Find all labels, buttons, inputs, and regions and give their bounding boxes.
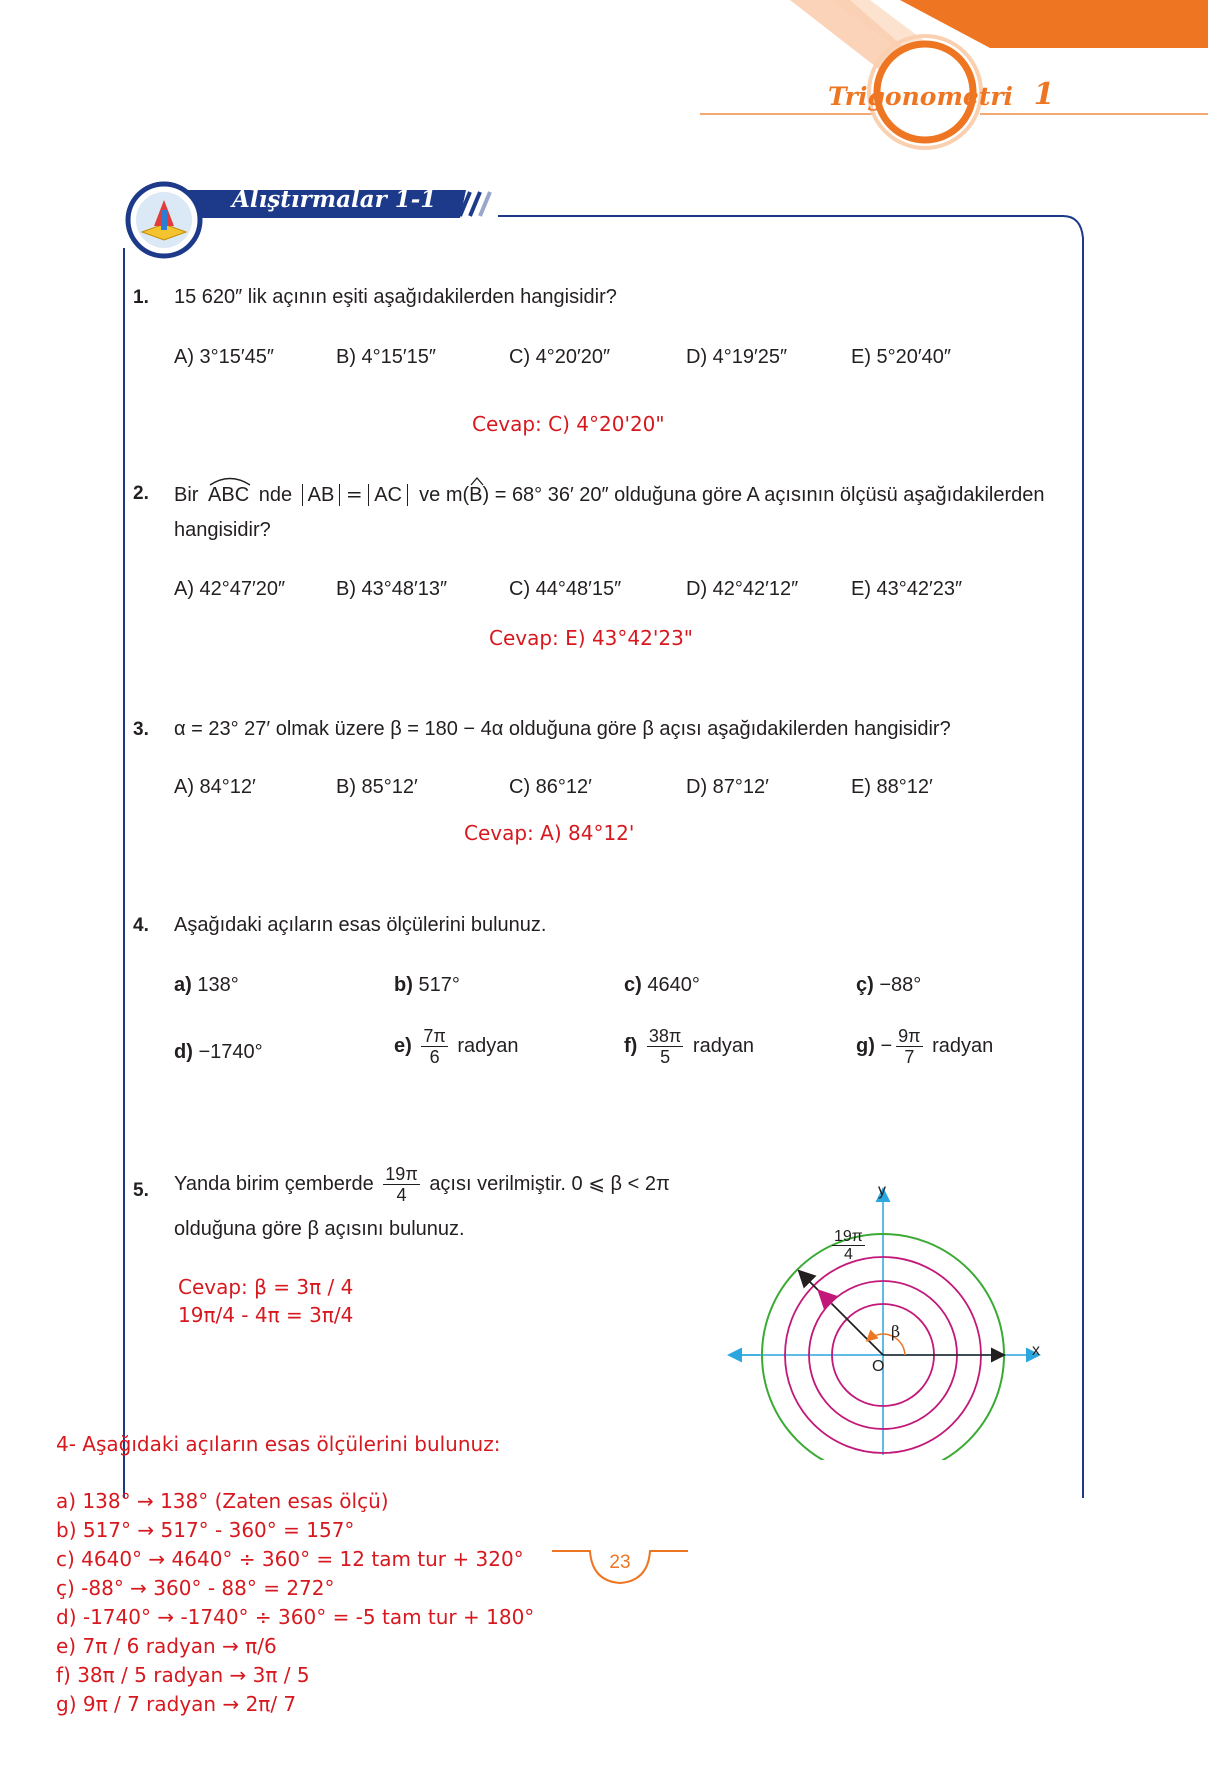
q2-number: 2.: [133, 483, 149, 504]
q2-text: Bir ABC nde AB = AC ve m( B) = 68° 36′ 20″ olduğuna göre A açısının ölçüsü aşağıdakilerden: [174, 482, 1045, 507]
page-number: 23: [609, 1552, 631, 1573]
q1-text: 15 620″ lik açının eşiti aşağıdakilerden hangisidir?: [174, 286, 617, 308]
solution-line-f: f) 38π / 5 radyan → 3π / 5: [56, 1663, 310, 1687]
solution-line-e: e) 7π / 6 radyan → π/6: [56, 1634, 277, 1658]
q3-text: α = 23° 27′ olmak üzere β = 180 − 4α olduğuna göre β açısı aşağıdakilerden hangisidir?: [174, 718, 951, 740]
header-decoration: [700, 0, 1208, 150]
q2-option-e: E) 43°42′23″: [851, 578, 963, 600]
q4-item-a: a) 138°: [174, 974, 239, 996]
q3-option-d: D) 87°12′: [686, 776, 769, 798]
chapter-number: 1: [1033, 77, 1055, 112]
q3-answer: Cevap: A) 84°12': [464, 821, 635, 845]
q2-option-a: A) 42°47′20″: [174, 578, 286, 600]
q1-option-a: A) 3°15′45″: [174, 346, 274, 368]
q5-text-line2: olduğuna göre β açısını bulunuz.: [174, 1218, 465, 1240]
terminal-ray: [800, 1272, 883, 1355]
q4-text: Aşağıdaki açıların esas ölçülerini bulunuz.: [174, 914, 547, 936]
header-title: Trigonometri: [828, 82, 1014, 111]
solution-line-g: g) 9π / 7 radyan → 2π/ 7: [56, 1692, 297, 1716]
x-axis-label: x: [1032, 1342, 1040, 1359]
q4-item-f: f) $\frac{38\pi}{5}$ radyan: [624, 1026, 755, 1067]
solution-line-c: c) 4640° → 4640° ÷ 360° = 12 tam tur + 320°: [56, 1547, 524, 1571]
q5-answer-2: 19π/4 - 4π = 3π/4: [178, 1303, 354, 1327]
q1-number: 1.: [133, 287, 149, 308]
q4-item-e: e) $\frac{7\pi}{6}$ radyan: [394, 1026, 519, 1067]
beta-label: β: [891, 1322, 901, 1341]
q4-item-cc: ç) −88°: [856, 974, 922, 996]
q4-item-g: g) − $\frac{9\pi}{7}$ radyan: [856, 1026, 994, 1067]
y-axis-label: y: [878, 1182, 886, 1199]
q3-option-a: A) 84°12′: [174, 776, 256, 798]
solution-line-b: b) 517° → 517° - 360° = 157°: [56, 1518, 355, 1542]
q4-item-b: b) 517°: [394, 974, 460, 996]
solution-line-a: a) 138° → 138° (Zaten esas ölçü): [56, 1489, 389, 1513]
q2-answer: Cevap: E) 43°42'23": [489, 626, 693, 650]
q1-option-d: D) 4°19′25″: [686, 346, 788, 368]
solution-line-d: d) -1740° → -1740° ÷ 360° = -5 tam tur + 180°: [56, 1605, 535, 1629]
q1-answer: Cevap: C) 4°20'20": [472, 412, 665, 436]
q4-item-d: d) −1740°: [174, 1041, 263, 1063]
solution-heading: 4- Aşağıdaki açıların esas ölçülerini bulunuz:: [56, 1432, 501, 1456]
solution-line-cc: ç) -88° → 360° - 88° = 272°: [56, 1576, 335, 1600]
q2-option-d: D) 42°42′12″: [686, 578, 799, 600]
q3-option-b: B) 85°12′: [336, 776, 418, 798]
q3-number: 3.: [133, 719, 149, 740]
q5-number: 5.: [133, 1180, 149, 1201]
q1-option-c: C) 4°20′20″: [509, 346, 611, 368]
q2-abc: ABC: [208, 484, 250, 506]
q2-option-b: B) 43°48′13″: [336, 578, 448, 600]
q2-text-line2: hangisidir?: [174, 519, 271, 541]
section-title: Alıştırmalar 1-1: [232, 186, 437, 213]
origin-label: O: [872, 1358, 885, 1375]
q5-answer-1: Cevap: β = 3π / 4: [178, 1275, 354, 1299]
q5-text: Yanda birim çemberde $\frac{19\pi}{4}$ açısı verilmiştir. 0 ⩽ β < 2π: [174, 1164, 670, 1205]
q1-option-b: B) 4°15′15″: [336, 346, 436, 368]
q3-option-c: C) 86°12′: [509, 776, 592, 798]
q1-option-e: E) 5°20′40″: [851, 346, 951, 368]
angle-fraction: $\frac{19\pi}{4}$: [834, 1228, 863, 1263]
q2-option-c: C) 44°48′15″: [509, 578, 622, 600]
q4-item-c: c) 4640°: [624, 974, 700, 996]
q4-number: 4.: [133, 915, 149, 936]
q3-option-e: E) 88°12′: [851, 776, 933, 798]
unit-circle-diagram: [720, 1180, 1060, 1460]
